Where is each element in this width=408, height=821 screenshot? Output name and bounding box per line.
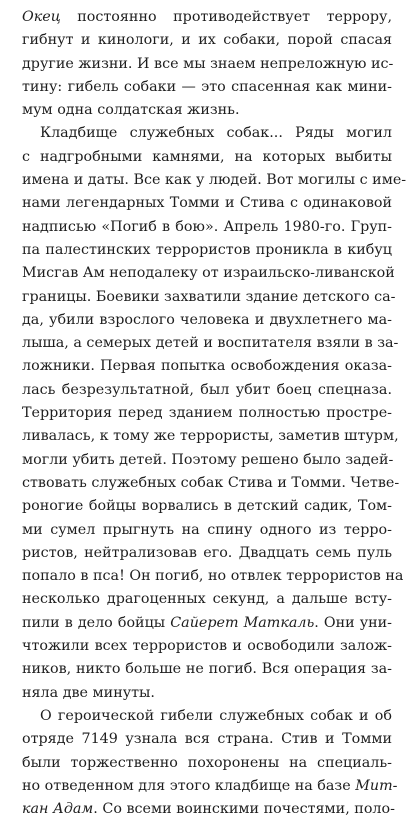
text-line <box>22 565 404 588</box>
text-run: чтожили всех террористов и освободили залож- <box>22 638 392 655</box>
text-line <box>22 76 392 99</box>
text-line <box>22 425 399 448</box>
text-run: лыша, а семерых детей и воспитателя взяли в за- <box>22 335 399 352</box>
italic-text: Мит- <box>355 777 398 794</box>
text-run: лась безрезультатной, был убит боец спецназа. <box>22 381 392 398</box>
text-line <box>22 29 392 52</box>
text-line <box>22 239 392 262</box>
text-run: мум одна солдатская жизнь. <box>22 102 240 119</box>
text-run: с надгробными камнями, на которых выбиты <box>22 148 392 165</box>
text-line <box>22 635 392 658</box>
text-run: имена и даты. Все как у людей. Вот могилы с име- <box>22 172 407 189</box>
text-line <box>22 99 392 122</box>
text-line <box>22 682 392 705</box>
text-line <box>22 122 392 145</box>
text-line <box>22 355 392 378</box>
text-run: надписью «Погиб в бою». Апрель 1980-го. Груп- <box>22 218 392 235</box>
text-line <box>22 6 392 29</box>
text-line <box>22 402 392 425</box>
text-run: няла две минуты. <box>22 684 155 701</box>
text-run: Кладбище служебных собак... Ряды могил <box>40 125 392 142</box>
text-line <box>22 309 392 332</box>
text-line <box>22 728 392 751</box>
text-line <box>22 775 398 798</box>
text-run: несколько драгоценных секунд, а дальше всту- <box>22 591 392 608</box>
text-line <box>22 588 392 611</box>
text-run: гибнут и кинологи, и их собаки, порой спасая <box>22 32 392 49</box>
paragraph <box>22 122 407 704</box>
text-line <box>22 449 392 472</box>
text-run: О героической гибели служебных собак и об <box>40 707 392 724</box>
text-line <box>22 332 399 355</box>
text-run: пили в дело бойцы <box>22 614 171 631</box>
text-line <box>22 752 392 775</box>
page-text <box>22 6 407 821</box>
text-run: могли убить детей. Поэтому решено было задей- <box>22 451 394 468</box>
text-run: . Они уни- <box>314 614 393 631</box>
text-line <box>22 192 392 215</box>
text-run: да, убили взрослого человека и двухлетнего ма- <box>22 311 392 328</box>
text-run: Территория перед зданием полностью простре- <box>22 405 392 422</box>
text-run: отряде 7149 узнала вся страна. Стив и Томми <box>22 731 392 748</box>
text-line <box>22 612 392 635</box>
text-line <box>22 169 407 192</box>
text-run: ристов, нейтрализовав его. Двадцать семь пуль <box>22 544 392 561</box>
text-run: были торжественно похоронены на специаль- <box>22 754 392 771</box>
text-run: па палестинских террористов проникла в кибуц <box>22 241 392 258</box>
text-run: тину: гибель собаки — это спасенная как мини- <box>22 78 392 95</box>
text-line <box>22 472 400 495</box>
text-run: попало в пса! Он погиб, но отвлек террористов на <box>22 568 404 585</box>
italic-text: Окец <box>22 9 61 25</box>
text-run: Мисгав Ам неподалеку от израильско-ливанской <box>22 265 395 282</box>
italic-text: кан Адам <box>22 801 94 818</box>
text-run: но отведенном для этого кладбище на базе <box>22 777 356 794</box>
text-run: ложники. Первая попытка освобождения оказа- <box>22 358 392 375</box>
text-line <box>22 519 392 542</box>
text-run: другие жизни. И все мы знаем непреложную ис- <box>22 55 394 72</box>
text-line <box>22 658 392 681</box>
text-run: ми сумел прыгнуть на спину одного из терро- <box>22 521 392 538</box>
text-run: роногие бойцы ворвались в детский садик, Том- <box>22 498 392 515</box>
text-run: ливалась, к тому же террористы, заметив штурм, <box>22 428 399 445</box>
paragraph <box>22 6 392 122</box>
text-run: . Со всеми воинскими почестями, поло- <box>93 801 395 818</box>
text-run: ников, никто больше не погиб. Вся операция за- <box>22 661 392 678</box>
text-run: ствовать служебных собак Стива и Томми. Четве- <box>22 474 400 491</box>
text-run: постоянно противодействует террору, <box>60 9 392 25</box>
text-line <box>22 705 392 728</box>
text-run: нами легендарных Томми и Стива с одинаковой <box>22 195 392 212</box>
text-line <box>22 495 392 518</box>
text-line <box>22 216 392 239</box>
text-line <box>22 542 392 565</box>
text-line <box>22 286 396 309</box>
italic-text: Сайерет Маткаль <box>170 614 315 631</box>
text-line <box>22 146 392 169</box>
text-run: границы. Боевики захватили здание детского са- <box>22 288 396 305</box>
text-line <box>22 798 395 821</box>
text-line <box>22 379 392 402</box>
text-line <box>22 262 395 285</box>
text-line <box>22 53 392 76</box>
paragraph <box>22 705 398 821</box>
